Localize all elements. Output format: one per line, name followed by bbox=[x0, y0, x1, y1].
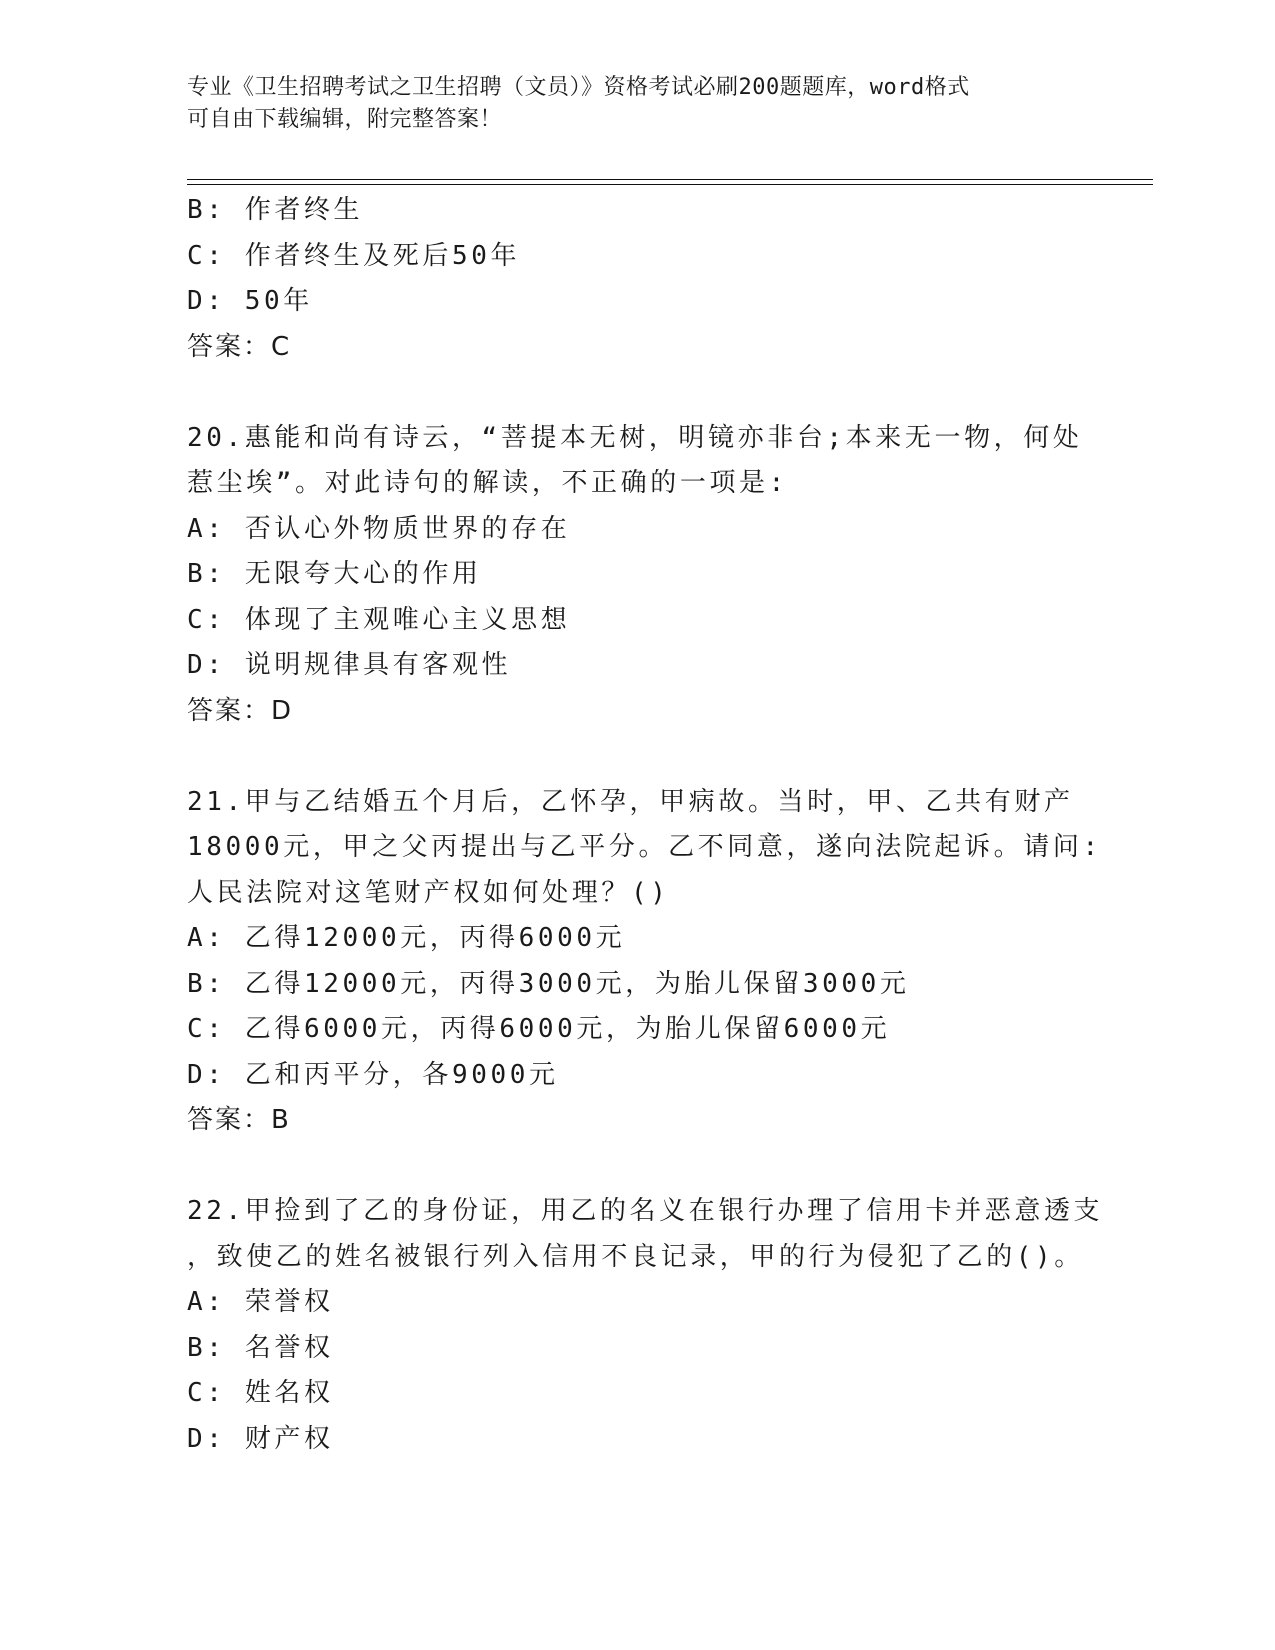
option-d: D: 乙和丙平分，各9000元 bbox=[187, 1059, 559, 1090]
question-22 bbox=[187, 1189, 1104, 1462]
option-b: B: 乙得12000元，丙得3000元，为胎儿保留3000元 bbox=[187, 968, 910, 999]
option-d: D: 财产权 bbox=[187, 1423, 334, 1454]
question-19-continued bbox=[187, 188, 1087, 370]
question-stem: 18000元，甲之父丙提出与乙平分。乙不同意，遂向法院起诉。请问: bbox=[187, 832, 1102, 862]
option-c: C: 作者终生及死后50年 bbox=[187, 240, 521, 271]
question-stem: ，致使乙的姓名被银行列入信用不良记录，甲的行为侵犯了乙的()。 bbox=[187, 1241, 1084, 1272]
option-b: B: 作者终生 bbox=[187, 195, 364, 225]
header-title-line-2: 可自由下载编辑，附完整答案！ bbox=[187, 107, 503, 132]
answer-line: 答案：D bbox=[187, 695, 294, 726]
option-a: A: 乙得12000元，丙得6000元 bbox=[187, 923, 626, 953]
option-d: D: 说明规律具有客观性 bbox=[187, 650, 512, 680]
option-c: C: 体现了主观唯心主义思想 bbox=[187, 604, 571, 635]
option-b: B: 无限夸大心的作用 bbox=[187, 559, 482, 589]
answer-line: 答案：B bbox=[187, 1105, 291, 1135]
header-divider-bottom bbox=[187, 184, 1153, 185]
option-c: C: 乙得6000元，丙得6000元，为胎儿保留6000元 bbox=[187, 1014, 891, 1044]
header-divider-top bbox=[187, 179, 1153, 180]
option-a: A: 否认心外物质世界的存在 bbox=[187, 513, 571, 544]
spacer bbox=[187, 370, 1087, 416]
spacer bbox=[187, 1144, 1087, 1190]
answer-line: 答案：C bbox=[187, 331, 292, 362]
spacer bbox=[187, 734, 1087, 780]
document-header bbox=[187, 72, 1087, 136]
question-20 bbox=[187, 416, 1087, 735]
header-title-line-1: 专业《卫生招聘考试之卫生招聘（文员）》资格考试必刷200题题库，word格式 bbox=[187, 75, 970, 100]
question-stem: 惹尘埃”。对此诗句的解读，不正确的一项是: bbox=[187, 468, 788, 498]
question-stem: 21.甲与乙结婚五个月后，乙怀孕，甲病故。当时，甲、乙共有财产 bbox=[187, 786, 1074, 817]
question-21 bbox=[187, 780, 1102, 1144]
option-b: B: 名誉权 bbox=[187, 1332, 334, 1363]
option-c: C: 姓名权 bbox=[187, 1378, 334, 1408]
option-a: A: 荣誉权 bbox=[187, 1287, 334, 1317]
question-stem: 20.惠能和尚有诗云，“菩提本无树，明镜亦非台;本来无一物，何处 bbox=[187, 422, 1083, 453]
option-d: D: 50年 bbox=[187, 286, 313, 316]
question-stem: 人民法院对这笔财产权如何处理？() bbox=[187, 877, 670, 908]
question-stem: 22.甲捡到了乙的身份证，用乙的名义在银行办理了信用卡并恶意透支 bbox=[187, 1196, 1104, 1226]
document-body bbox=[187, 188, 1104, 1462]
